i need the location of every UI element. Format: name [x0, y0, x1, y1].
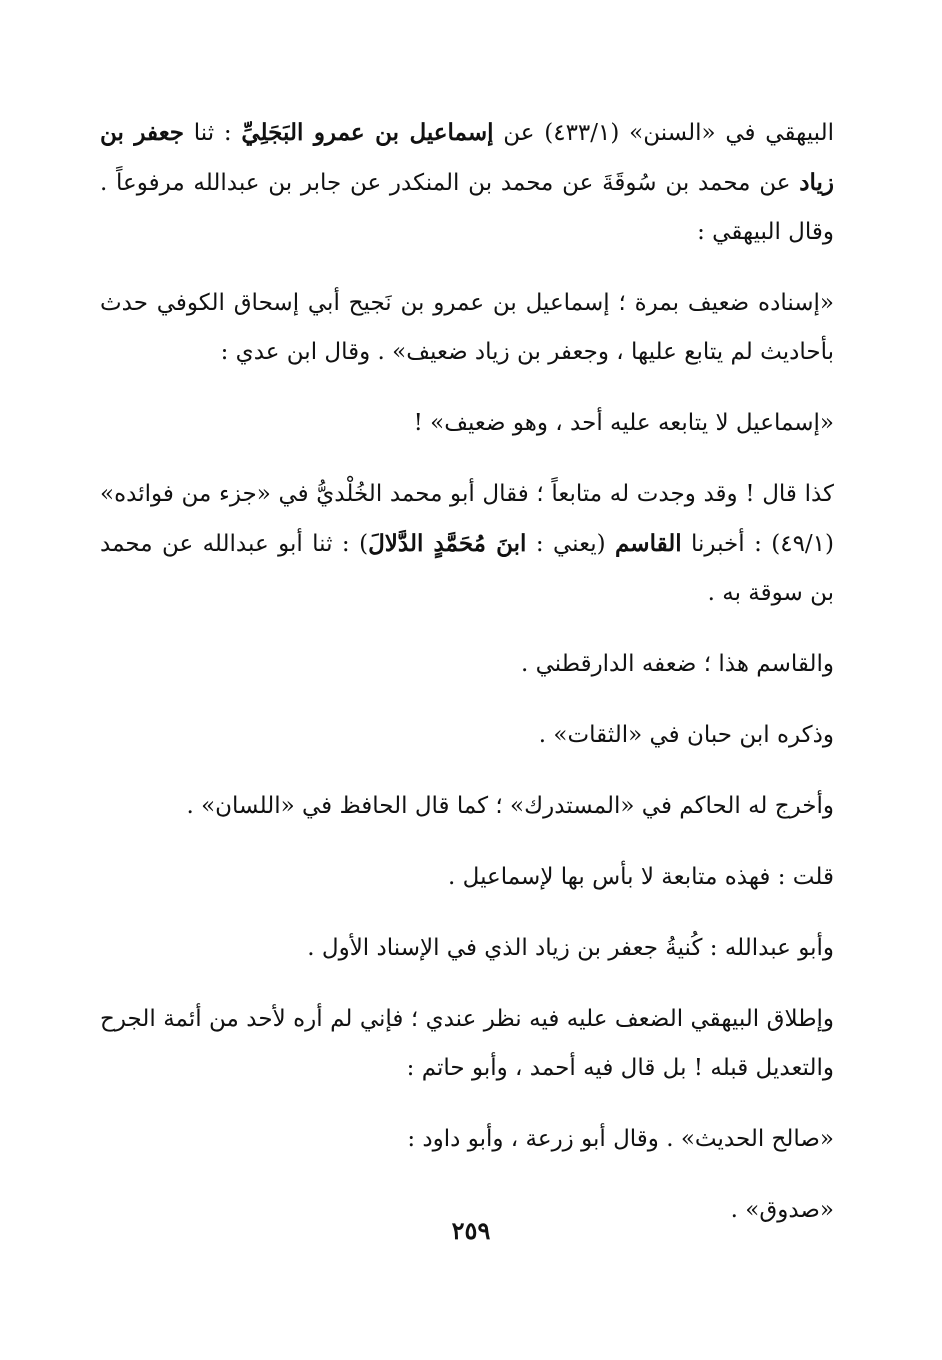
narrator-name-bold: ابنَ مُحَمَّدٍ الدَّلالَ — [368, 530, 527, 557]
paragraph-5 — [100, 640, 834, 689]
text-run: وذكره ابن حبان في «الثقات» . — [538, 722, 834, 748]
text-run: عن محمد بن سُوقَةَ عن محمد بن المنكدر عن جابر بن عبدالله مرفوعاً . وقال البيهقي : — [100, 170, 834, 245]
paragraph-4 — [100, 470, 834, 618]
text-run: البيهقي في «السنن» (٤٣٣/١) عن — [493, 120, 834, 146]
narrator-name-bold: القاسم — [614, 530, 682, 557]
page-number: ٢٥٩ — [451, 1216, 491, 1245]
paragraph-2 — [100, 279, 834, 377]
text-run: وأبو عبدالله : كُنيةُ جعفر بن زياد الذي في الإسناد الأول . — [307, 935, 834, 961]
text-run: : ثنا — [184, 120, 242, 146]
paragraph-11 — [100, 1115, 834, 1164]
text-run: «صالح الحديث» . وقال أبو زرعة ، وأبو داود : — [407, 1126, 834, 1152]
narrator-name-bold: إسماعيل بن عمرو البَجَلِيِّ — [241, 119, 494, 146]
text-run: (يعني : — [526, 531, 615, 557]
paragraph-3 — [100, 399, 834, 448]
paragraph-6 — [100, 711, 834, 760]
text-run: وإطلاق البيهقي الضعف عليه فيه نظر عندي ؛ فإني لم أره لأحد من أئمة الجرح والتعديل قبله ! بل قال فيه أحمد ، وأبو حاتم : — [100, 1006, 834, 1081]
narrator-name-bold: جعفر بن زياد — [100, 119, 834, 196]
paragraph-7 — [100, 782, 834, 831]
text-run: ) : ثنا أبو عبدالله عن محمد بن سوقة به . — [100, 531, 834, 606]
paragraph-9 — [100, 924, 834, 973]
text-run: كذا قال ! وقد وجدت له متابعاً ؛ فقال أبو محمد الخُلْديُّ في «جزء من فوائده» (٤٩/١) : أخبرنا — [100, 481, 835, 557]
text-run: قلت : فهذه متابعة لا بأس بها لإسماعيل . — [448, 864, 834, 890]
text-run: «إسناده ضعيف بمرة ؛ إسماعيل بن عمرو بن نَجيح أبي إسحاق الكوفي حدث بأحاديث لم يتابع عليها ، وجعفر بن زياد ضعيف» . وقال ابن عدي : — [100, 290, 834, 365]
text-run: «صدوق» . — [730, 1197, 834, 1223]
paragraph-10 — [100, 995, 834, 1093]
paragraph-1 — [100, 108, 834, 257]
text-run: وأخرج له الحاكم في «المستدرك» ؛ كما قال الحافظ في «اللسان» . — [186, 793, 834, 819]
text-run: «إسماعيل لا يتابعه عليه أحد ، وهو ضعيف» ! — [413, 410, 834, 436]
text-run: والقاسم هذا ؛ ضعفه الدارقطني . — [520, 651, 834, 677]
paragraph-8 — [100, 853, 834, 902]
